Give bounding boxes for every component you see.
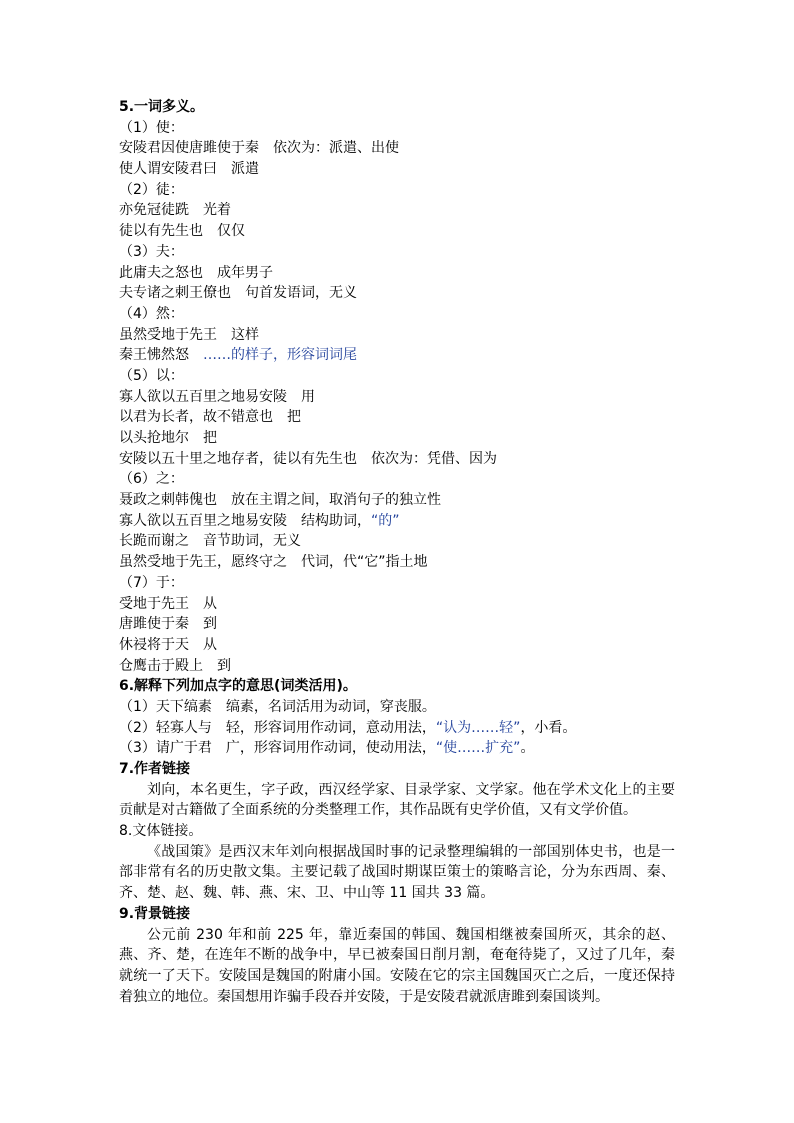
- example-text: 长跪而谢之: [119, 533, 189, 550]
- section-5-title: 5.一词多义。: [119, 99, 205, 115]
- example-meaning: 到: [217, 657, 231, 674]
- polysemy-zhi-label: （6）之：: [119, 471, 184, 488]
- section-9-title: 9.背景链接: [119, 905, 191, 922]
- example-meaning: 仅仅: [217, 223, 245, 240]
- example-text: 寡人欲以五百里之地易安陵: [119, 388, 287, 405]
- example-text: 以头抢地尔: [119, 430, 189, 446]
- example-line: [119, 511, 675, 532]
- example-text: 聂政之刺韩傀也: [119, 492, 217, 509]
- example-meaning: 从: [203, 636, 217, 653]
- example-meaning: 依次为：派遣、出使: [273, 140, 399, 157]
- example-text: 徒以有先生也: [119, 223, 203, 240]
- polysemy-fu-label: （3）夫：: [119, 243, 184, 260]
- genre-paragraph: 《战国策》是西汉末年刘向根据战国时事的记录整理编辑的一部国别体史书，也是一部非常有名的历史散文集。主要记载了战国时期谋臣策士的策略言论，分为东西周、秦、齐、楚、赵、魏、韩、燕、宋、卫、中山等 11 国共 33 篇。: [119, 843, 675, 902]
- usage-text: （2）轻寡人与: [119, 719, 212, 736]
- example-text: 虽然受地于先王，愿终守之: [119, 554, 287, 571]
- polysemy-yi-label: （5）以：: [119, 367, 184, 384]
- usage-tail: ，小看。: [520, 719, 577, 736]
- example-meaning: 派遣: [231, 161, 259, 178]
- usage-text: （3）请广于君: [119, 740, 212, 757]
- usage-quote: “使……扩充”: [435, 740, 521, 757]
- example-text: 虽然受地于先王: [119, 326, 217, 343]
- example-text: 唐雎使于秦: [119, 616, 189, 633]
- example-line: [119, 325, 675, 346]
- example-text: 此庸夫之怒也: [119, 264, 203, 281]
- example-line: [119, 200, 675, 221]
- example-meaning: 这样: [231, 326, 259, 343]
- example-text: 秦王怫然怒: [119, 347, 189, 364]
- example-line: [119, 552, 675, 573]
- example-line: [119, 531, 675, 552]
- example-line: [119, 635, 675, 656]
- example-meaning: 光着: [203, 202, 231, 219]
- example-line: [119, 449, 675, 470]
- usage-item: [119, 697, 675, 718]
- example-line: [119, 407, 675, 428]
- example-text: 安陵君因使唐雎使于秦: [119, 140, 259, 157]
- usage-item: [119, 738, 675, 759]
- example-meaning: 把: [203, 430, 217, 446]
- example-line: [119, 345, 675, 366]
- author-paragraph: 刘向，本名更生，字子政，西汉经学家、目录学家、文学家。他在学术文化上的主要贡献是对古籍做了全面系统的分类整理工作，其作品既有史学价值，又有文学价值。: [119, 781, 675, 819]
- polysemy-shi-label: （1）使：: [119, 119, 184, 136]
- example-line: [119, 387, 675, 408]
- example-meaning: 把: [287, 409, 301, 426]
- example-meaning: 结构助词，: [301, 512, 371, 529]
- polysemy-tu-label: （2）徒：: [119, 181, 184, 198]
- example-text: 休祲将于天: [119, 636, 189, 653]
- example-line: [119, 159, 675, 180]
- polysemy-ran-label: （4）然：: [119, 305, 184, 322]
- section-8-title: 8.文体链接。: [119, 823, 203, 840]
- usage-meaning: 轻，形容词用作动词，意动用法，: [225, 719, 436, 736]
- example-text: 以君为长者，故不错意也: [119, 409, 273, 426]
- example-line: [119, 594, 675, 615]
- example-line: [119, 221, 675, 242]
- example-meaning: 音节助词，无义: [203, 533, 301, 550]
- polysemy-yu-label: （7）于：: [119, 574, 184, 591]
- example-meaning: 成年男子: [217, 264, 273, 281]
- example-meaning: ……的样子，形容词词尾: [203, 347, 357, 364]
- example-text: 使人谓安陵君曰: [119, 161, 217, 178]
- section-7-title: 7.作者链接: [119, 761, 191, 777]
- usage-text: （1）天下缟素: [119, 698, 212, 715]
- usage-tail: 。: [520, 740, 535, 757]
- example-meaning: 句首发语词，无义: [245, 285, 357, 302]
- example-line: [119, 428, 675, 449]
- document-page: [119, 97, 675, 1007]
- example-meaning: 放在主谓之间，取消句子的独立性: [231, 492, 441, 509]
- example-meaning: 用: [301, 388, 315, 405]
- example-line: [119, 656, 675, 677]
- example-line: [119, 263, 675, 284]
- example-text: 夫专诸之刺王僚也: [119, 285, 231, 302]
- section-6-title: 6.解释下列加点字的意思(词类活用)。: [119, 678, 357, 695]
- usage-item: [119, 718, 675, 739]
- background-paragraph: 公元前 230 年和前 225 年，靠近秦国的韩国、魏国相继被秦国所灭，其余的赵、燕、齐、楚，在连年不断的战争中，早已被秦国日削月割，奄奄待毙了，又过了几年，秦就统一了天下。安陵国是魏国的附庸小国。安陵在它的宗主国魏国灭亡之后，一度还保持着独立的地位。秦国想用诈骗手段吞并安陵，于是安陵君就派唐雎到秦国谈判。: [119, 926, 675, 1005]
- example-text: 安陵以五十里之地存者，徒以有先生也: [119, 450, 357, 467]
- example-line: [119, 138, 675, 159]
- example-meaning: 依次为：凭借、因为: [371, 450, 497, 467]
- example-meaning: 代词，代“它”指土地: [301, 554, 428, 571]
- usage-quote: “认为……轻”: [435, 719, 521, 736]
- example-text: 仓鹰击于殿上: [119, 657, 203, 674]
- example-text: 亦免冠徒跣: [119, 202, 189, 219]
- usage-meaning: 缟素，名词活用为动词，穿丧服。: [225, 698, 436, 715]
- example-line: [119, 283, 675, 304]
- example-line: [119, 490, 675, 511]
- example-line: [119, 614, 675, 635]
- example-text: 受地于先王: [119, 595, 189, 612]
- example-meaning: 从: [203, 595, 217, 612]
- example-text: 寡人欲以五百里之地易安陵: [119, 512, 287, 529]
- example-meaning: 到: [203, 616, 217, 633]
- usage-meaning: 广，形容词用作动词，使动用法，: [225, 740, 436, 757]
- example-quote: “的”: [371, 512, 400, 529]
